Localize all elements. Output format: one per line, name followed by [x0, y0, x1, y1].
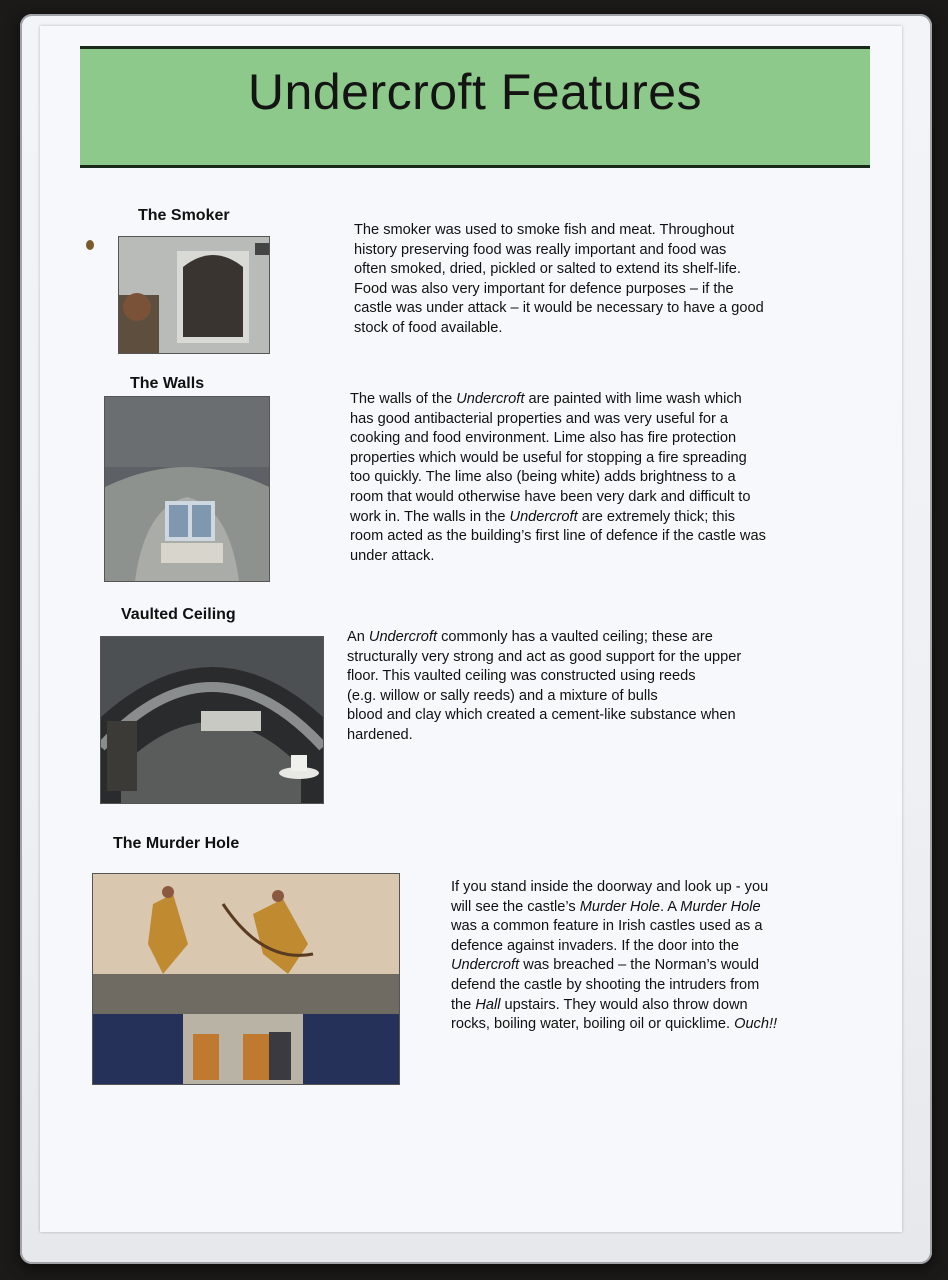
text-line: Food was also very important for defence purposes – if the — [354, 280, 734, 297]
text-line: floor. This vaulted ceiling was constructed using reeds — [347, 668, 696, 685]
text-line: The smoker was used to smoke fish and meat. Throughout — [354, 222, 735, 238]
text-line: If you stand inside the doorway and look up - you — [451, 879, 769, 895]
section-heading-vaulted-ceiling: Vaulted Ceiling — [121, 606, 236, 623]
text-line: was a common feature in Irish castles used as a — [451, 918, 763, 935]
title-banner — [80, 46, 870, 168]
vaulted-ceiling-photo — [100, 636, 324, 804]
text-line: room acted as the building’s first line of defence if the castle was — [350, 528, 766, 545]
text-line: will see the castle’s Murder Hole. A Murder Hole — [451, 898, 761, 915]
section-text-walls — [350, 390, 766, 566]
section-text-vaulted-ceiling — [347, 628, 741, 746]
text-line: too quickly. The lime also (being white) adds brightness to a — [350, 469, 736, 486]
section-heading-smoker: The Smoker — [138, 207, 230, 224]
murder-hole-photo — [92, 873, 400, 1085]
text-line: castle was under attack – it would be necessary to have a good — [354, 300, 764, 317]
section-text-smoker — [354, 221, 764, 339]
section-heading-murder-hole: The Murder Hole — [113, 835, 240, 852]
text-line: structurally very strong and act as good support for the upper — [347, 648, 742, 665]
section-heading-walls: The Walls — [130, 375, 205, 392]
text-line: An Undercroft commonly has a vaulted ceiling; these are — [347, 629, 713, 645]
text-line: properties which would be useful for stopping a fire spreading — [350, 449, 747, 466]
text-line: often smoked, dried, pickled or salted to extend its shelf-life. — [354, 261, 741, 278]
tack-mark — [86, 240, 94, 250]
walls-photo — [104, 396, 270, 582]
text-line: Undercroft was breached – the Norman’s would — [451, 957, 759, 974]
smoker-photo — [118, 236, 270, 354]
text-line: (e.g. willow or sally reeds) and a mixture of bulls — [347, 687, 658, 704]
text-line: stock of food available. — [354, 319, 503, 336]
text-line: cooking and food environment. Lime also has fire protection — [350, 430, 737, 447]
text-line: has good antibacterial properties and was very useful for a — [350, 410, 729, 427]
text-line: The walls of the Undercroft are painted with lime wash which — [350, 391, 742, 407]
text-line: under attack. — [350, 547, 435, 564]
text-line: rocks, boiling water, boiling oil or quicklime. Ouch!! — [451, 1016, 778, 1033]
text-line: the Hall upstairs. They would also throw down — [451, 996, 748, 1013]
page-title: Undercroft Features — [247, 64, 703, 120]
text-line: hardened. — [347, 726, 413, 743]
text-line: blood and clay which created a cement-like substance when — [347, 707, 736, 724]
text-line: history preserving food was really important and food was — [354, 241, 727, 258]
text-line: room that would otherwise have been very dark and difficult to — [350, 488, 751, 505]
text-line: defend the castle by shooting the intruders from — [451, 976, 760, 993]
text-line: work in. The walls in the Undercroft are extremely thick; this — [350, 508, 736, 525]
section-text-murder-hole — [451, 878, 777, 1035]
text-line: defence against invaders. If the door into the — [451, 937, 740, 954]
